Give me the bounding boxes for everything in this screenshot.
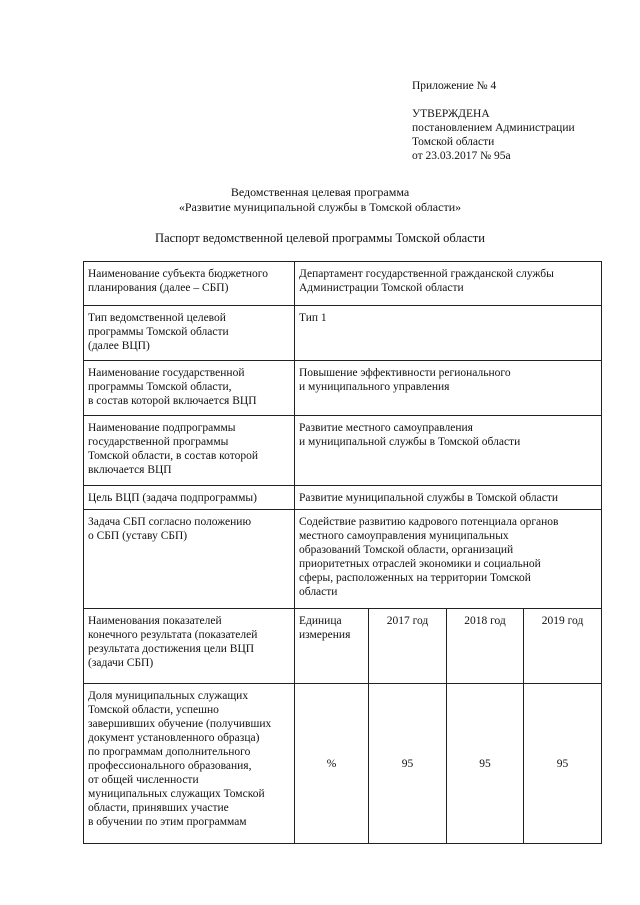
row-value: Развитие муниципальной службы в Томской области <box>295 486 602 510</box>
row-label: Наименование субъекта бюджетного планирования (далее – СБП) <box>84 262 295 306</box>
row-label: Цель ВЦП (задача подпрограммы) <box>84 486 295 510</box>
row-value: Департамент государственной гражданской службы Администрации Томской области <box>295 262 602 306</box>
approval-block <box>412 79 575 163</box>
row-label: Наименование подпрограммы государственной программы Томской области, в состав которой включается ВЦП <box>84 416 295 486</box>
passport-table <box>83 261 602 844</box>
passport-title: Паспорт ведомственной целевой программы Томской области <box>155 231 485 245</box>
indicator-header-label: Наименования показателей конечного результата (показателей результата достижения цели ВЦП (задачи СБП) <box>84 609 295 684</box>
approval-line-1: постановлением Администрации <box>412 122 575 134</box>
row-value: Повышение эффективности регионального и муниципального управления <box>295 361 602 416</box>
table-row <box>84 361 602 416</box>
row-value: Развитие местного самоуправления и муниципальной службы в Томской области <box>295 416 602 486</box>
indicator-name: Доля муниципальных служащих Томской области, успешно завершивших обучение (получивших документ установленного образца) по программам дополнительного профессионального образования, от общей численности муниципальных служащих Томской области, принявших участие в обучении по этим программам <box>84 684 295 844</box>
indicator-unit: % <box>295 684 369 844</box>
approved-stamp: УТВЕРЖДЕНА <box>412 108 490 120</box>
row-label: Задача СБП согласно положению о СБП (уставу СБП) <box>84 510 295 609</box>
unit-header: Единица измерения <box>295 609 369 684</box>
table-row <box>84 416 602 486</box>
year-header-2018: 2018 год <box>447 609 524 684</box>
indicator-value-2017: 95 <box>369 684 447 844</box>
table-row <box>84 306 602 361</box>
table-row <box>84 262 602 306</box>
year-header-2017: 2017 год <box>369 609 447 684</box>
indicator-value-2018: 95 <box>447 684 524 844</box>
table-row <box>84 510 602 609</box>
program-title <box>0 185 640 215</box>
row-label: Наименование государственной программы Томской области, в состав которой включается ВЦП <box>84 361 295 416</box>
approval-date: от 23.03.2017 № 95а <box>412 150 511 162</box>
program-title-line-1: Ведомственная целевая программа <box>230 185 410 199</box>
row-value: Тип 1 <box>295 306 602 361</box>
indicator-value-2019: 95 <box>524 684 602 844</box>
program-title-line-2: «Развитие муниципальной службы в Томской области» <box>178 200 462 214</box>
indicator-row <box>84 684 602 844</box>
approval-line-2: Томской области <box>412 136 495 148</box>
row-label: Тип ведомственной целевой программы Томской области (далее ВЦП) <box>84 306 295 361</box>
annex-number: Приложение № 4 <box>412 80 497 92</box>
row-value: Содействие развитию кадрового потенциала органов местного самоуправления муниципальных образований Томской области, организаций приоритетных отраслей экономики и социальной сферы, расположенных на территории Томской области <box>295 510 602 609</box>
indicator-header-row <box>84 609 602 684</box>
year-header-2019: 2019 год <box>524 609 602 684</box>
table-row <box>84 486 602 510</box>
